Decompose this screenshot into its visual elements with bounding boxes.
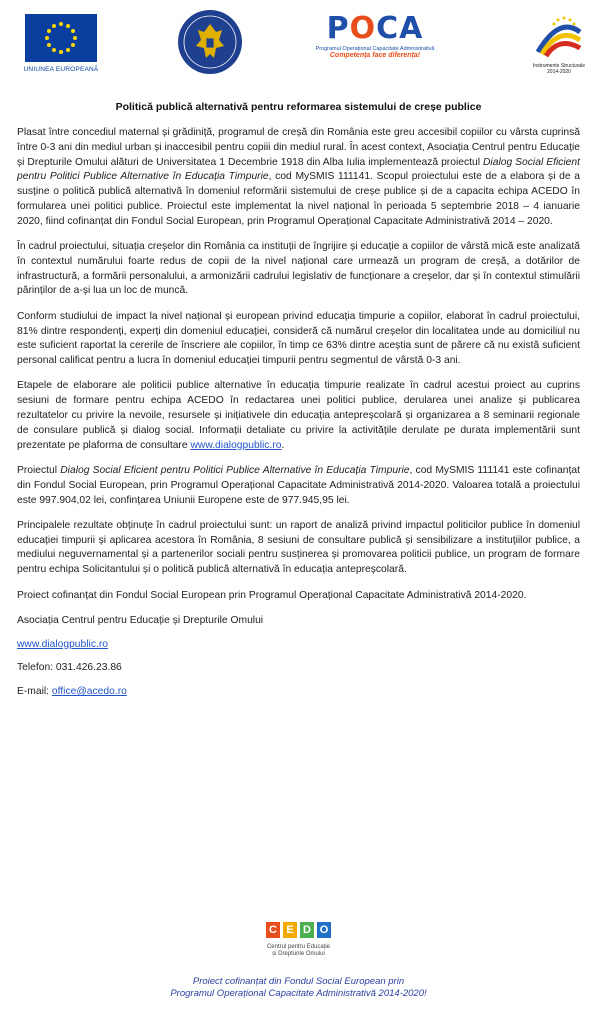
footer-line1: Proiect cofinanțat din Fondul Social European prin — [192, 976, 405, 987]
structural-instruments-logo — [528, 12, 590, 78]
is-caption-line1: Instrumente Structurale — [533, 63, 585, 69]
paragraph-stages — [17, 379, 580, 453]
website-link[interactable]: www.dialogpublic.ro — [17, 638, 109, 650]
phone-line: Telefon: 031.426.23.86 — [17, 662, 122, 674]
cedo-caption-line2: și Drepturile Omului — [272, 951, 325, 957]
cedo-letter-d: D — [300, 922, 314, 938]
cedo-logo — [0, 920, 597, 958]
logo-header — [10, 8, 587, 80]
poca-wordmark — [310, 12, 440, 46]
organization-name: Asociația Centrul pentru Educație și Drepturile Omului — [17, 614, 264, 626]
document-body — [17, 126, 580, 709]
cedo-wordmark — [266, 922, 331, 938]
footer-line2: Programul Operațional Capacitate Administrativă 2014-2020! — [170, 988, 427, 999]
poca-letter-o: O — [349, 11, 377, 46]
funding-text-a: Proiectul — [17, 464, 61, 476]
paragraph-intro — [17, 126, 580, 230]
email-link[interactable]: office@acedo.ro — [51, 686, 127, 698]
email-line — [17, 685, 580, 700]
dialogpublic-link[interactable]: www.dialogpublic.ro — [190, 439, 282, 451]
poca-program-name: Programul Operațional Capacitate Administrativă — [315, 46, 435, 52]
government-logo — [170, 8, 250, 78]
funding-text-b: , cod MySMIS 111141 este cofinanțat din Fondul Social European, prin Programul Operațional Capacitate Administrativă 2014-2020. Valoarea totală a proiectului este 997.904,02 lei, confințarea Uniunii Europene este de 977.945,95 lei. — [17, 464, 580, 506]
document-title: Politică publică alternativă pentru reformarea sistemului de creșe publice — [115, 101, 482, 113]
romanian-government-seal-icon — [170, 8, 250, 78]
intro-text-b: , cod MySMIS 111141. Scopul proiectului este de a elabora și de a susține o politică publică alternativă în domeniul reformării sistemului de creșe publice și de a capacita echipa ACEDO în formularea unei politici publice. Proiectul este implementat la nivel național în perioada 5 septembrie 2018 – 4 ianuarie 2020, fiind cofinanțat din Fondul Social European, prin Programul Operațional Capacitate Administrativă 2014 – 2020. — [17, 171, 580, 227]
eu-caption: UNIUNEA EUROPEANĂ — [23, 66, 99, 73]
poca-logo — [310, 12, 440, 76]
paragraph-study: Conform studiului de impact la nivel național și european privind educația timpurie a copiilor, elaborat în cadrul proiectului, 81% dintre respondenți, experți din domeniul educației, consideră că numărul creșelor din localitatea unde au domiciliul nu este suficient raportat la cererile de înscriere ale copiilor, în timp ce 63% dintre aceștia sunt de părere că nu există suficient personal calificat pentru a lucra în domeniul educației timpurii pentru segmentul de vârstă 0-3 ani. — [17, 310, 580, 367]
paragraph-results: Principalele rezultate obținuțe în cadrul proiectului sunt: un raport de analiză privind impactul politicilor publice în domeniul educației timpurii și aplicarea acestora în România, 8 sesiuni de consultare publică și sensibilizare a instituțiilor publice, a mediului neguvernamental și a partenerilor sociali pentru susținerea și promovarea politicii publice, un program de formare pentru echipa Solicitantului și o politică publică alternativă în educația antepreșcolară. — [17, 519, 580, 576]
cedo-letter-c: C — [266, 922, 280, 938]
is-caption-line2: 2014-2020 — [547, 69, 571, 75]
poca-letter-p: P — [326, 11, 350, 46]
cedo-caption — [0, 944, 597, 958]
paragraph-funding — [17, 464, 580, 508]
cedo-letter-o: O — [317, 922, 331, 938]
eu-logo — [16, 14, 106, 73]
email-label: E-mail: — [17, 686, 52, 698]
poca-slogan: Competența face diferența! — [329, 52, 421, 59]
eu-flag-icon — [25, 14, 97, 62]
cedo-caption-line1: Centrul pentru Educație — [266, 944, 331, 950]
intro-text-a: Plasat între concediul maternal și grădiniță, programul de creșă din România este greu accesibil copiilor cu vârsta cuprinsă între 0-3 ani din mediul urban și inaccesibil pentru copiii din mediul rural. În acest context, Asociația Centrul pentru Educație și Drepturile Omului alături de Universitatea 1 Decembrie 1918 din Alba Iulia implementează proiectul — [17, 127, 580, 168]
poca-letters-ca: CA — [376, 11, 424, 46]
website-line — [17, 638, 580, 653]
footer-cofinancing-note — [0, 976, 597, 1000]
funding-project-name-italic: Dialog Social Eficient pentru Politici Publice Alternative în Educația Timpurie — [60, 464, 410, 476]
structural-instruments-caption — [528, 63, 590, 75]
cedo-letter-e: E — [283, 922, 297, 938]
paragraph-cofinancing: Proiect cofinanțat din Fondul Social European prin Programul Operațional Capacitate Administrativă 2014-2020. — [17, 589, 527, 601]
stages-text: Etapele de elaborare ale politicii publice alternative în educația timpurie realizate în cadrul acestui proiect au cuprins sesiuni de formare pentru echipa ACEDO în redactarea unei politici publice, derularea unei analize și publicarea rezultatelor cu privire la nevoile, resursele și inițiativele din educația antepreșcolară și organizarea a 8 seminarii regionale de consulare publică și dialog social. Informații detaliate cu privire la activitățile derulate pe durata implementării sunt prezentate pe plaforma de consultare — [17, 380, 580, 451]
project-name-italic: Dialog Social Eficient pentru Politici Publice Alternative în Educația Timpurie — [17, 156, 580, 183]
structural-instruments-icon — [528, 12, 590, 58]
stages-period: . — [281, 439, 285, 451]
paragraph-context: În cadrul proiectului, situația creșelor din România ca instituții de îngrijire și educație a copiilor de vârstă mică este analizată în contextul numărului foarte redus de copii de la nivel național care urmează un program de creșă, a dotărilor de infrastructură, a formării personalului, a armonizării cadrului legislativ de funcționare a creșelor, dar și în contextul stimulării părinților de a-și lua un loc de muncă. — [17, 241, 580, 297]
